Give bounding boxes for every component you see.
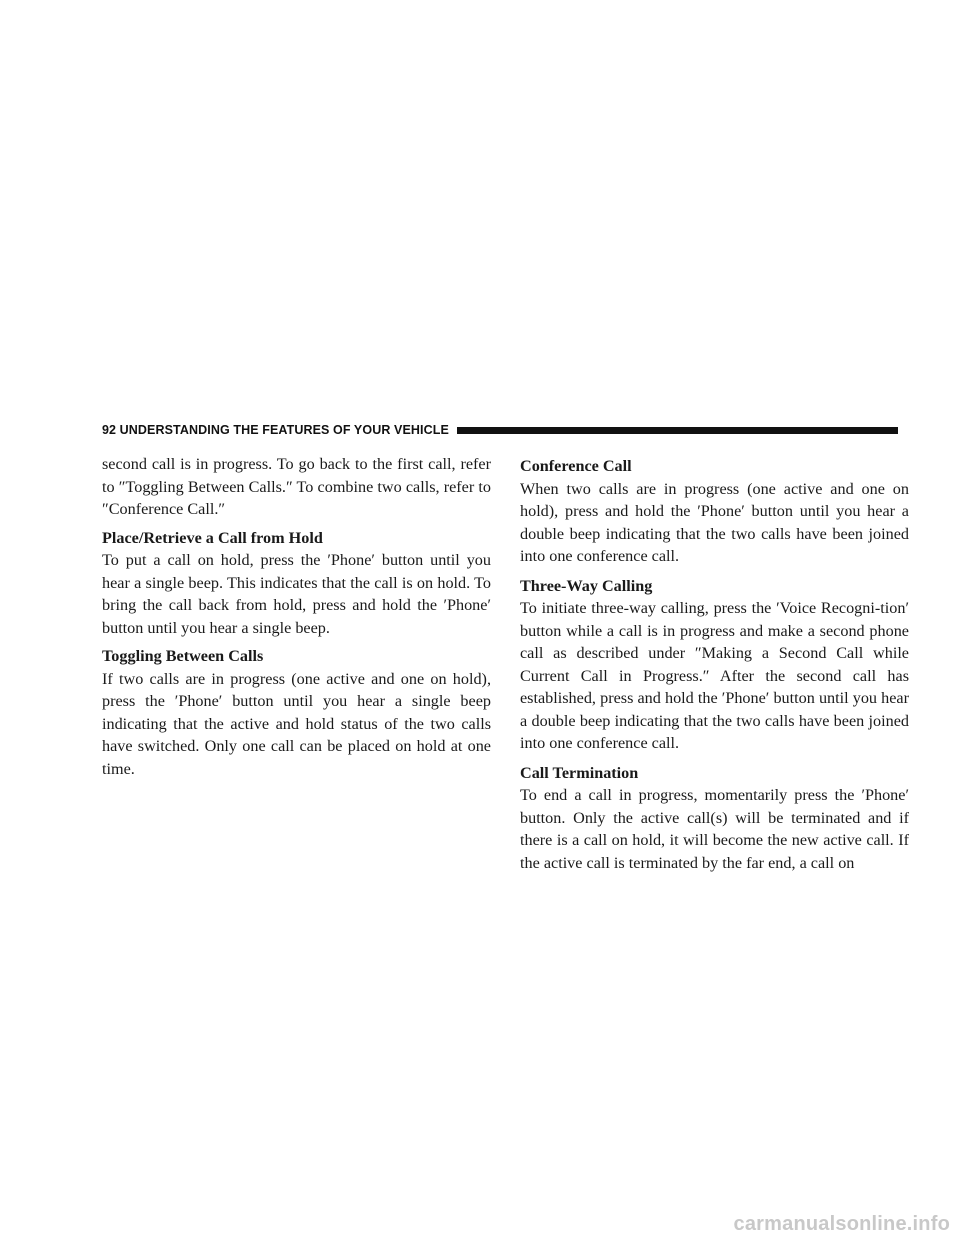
section-body-place-retrieve-hold: To put a call on hold, press the ′Phone′ button until you hear a single beep. This indicates that the call is on hold. To bring the call back from hold, press and hold the ′Phone′ button until you hear a single beep. xyxy=(102,551,491,637)
page-number-and-chapter: 92 UNDERSTANDING THE FEATURES OF YOUR VEHICLE xyxy=(102,423,449,437)
right-column xyxy=(520,455,909,874)
section-heading-call-termination: Call Termination xyxy=(520,763,639,782)
intro-paragraph: second call is in progress. To go back to the first call, refer to ″Toggling Between Calls.″ To combine two calls, refer to ″Conference Call.″ xyxy=(102,455,491,518)
section-heading-place-retrieve-hold: Place/Retrieve a Call from Hold xyxy=(102,528,323,547)
section-body-toggling-calls: If two calls are in progress (one active and one on hold), press the ′Phone′ button until you hear a single beep indicating that the active and hold status of the two calls have switched. Only one call can be placed on hold at one time. xyxy=(102,669,491,778)
site-watermark: carmanualsonline.info xyxy=(733,1213,950,1235)
page-header xyxy=(102,422,898,438)
section-heading-toggling-calls: Toggling Between Calls xyxy=(102,647,264,665)
section-heading-three-way-calling: Three-Way Calling xyxy=(520,576,653,595)
section-body-three-way-calling: To initiate three-way calling, press the ′Voice Recogni-tion′ button while a call is in progress and make a second phone call as described under ″Making a Second Call while Current Call in Progress.″ After the second call has established, press and hold the ′Phone′ button until you hear a double beep indicating that the two calls have been joined into one conference call. xyxy=(520,599,909,752)
header-rule xyxy=(457,427,898,434)
section-body-call-termination: To end a call in progress, momentarily press the ′Phone′ button. Only the active call(s) will be terminated and if there is a call on hold, it will become the new active call. If the active call is terminated by the far end, a call on xyxy=(520,786,909,872)
left-column xyxy=(102,453,491,780)
section-heading-conference-call: Conference Call xyxy=(520,457,632,475)
section-body-conference-call: When two calls are in progress (one active and one on hold), press and hold the ′Phone′ button until you hear a double beep indicating that the two calls have been joined into one conference call. xyxy=(520,479,909,565)
